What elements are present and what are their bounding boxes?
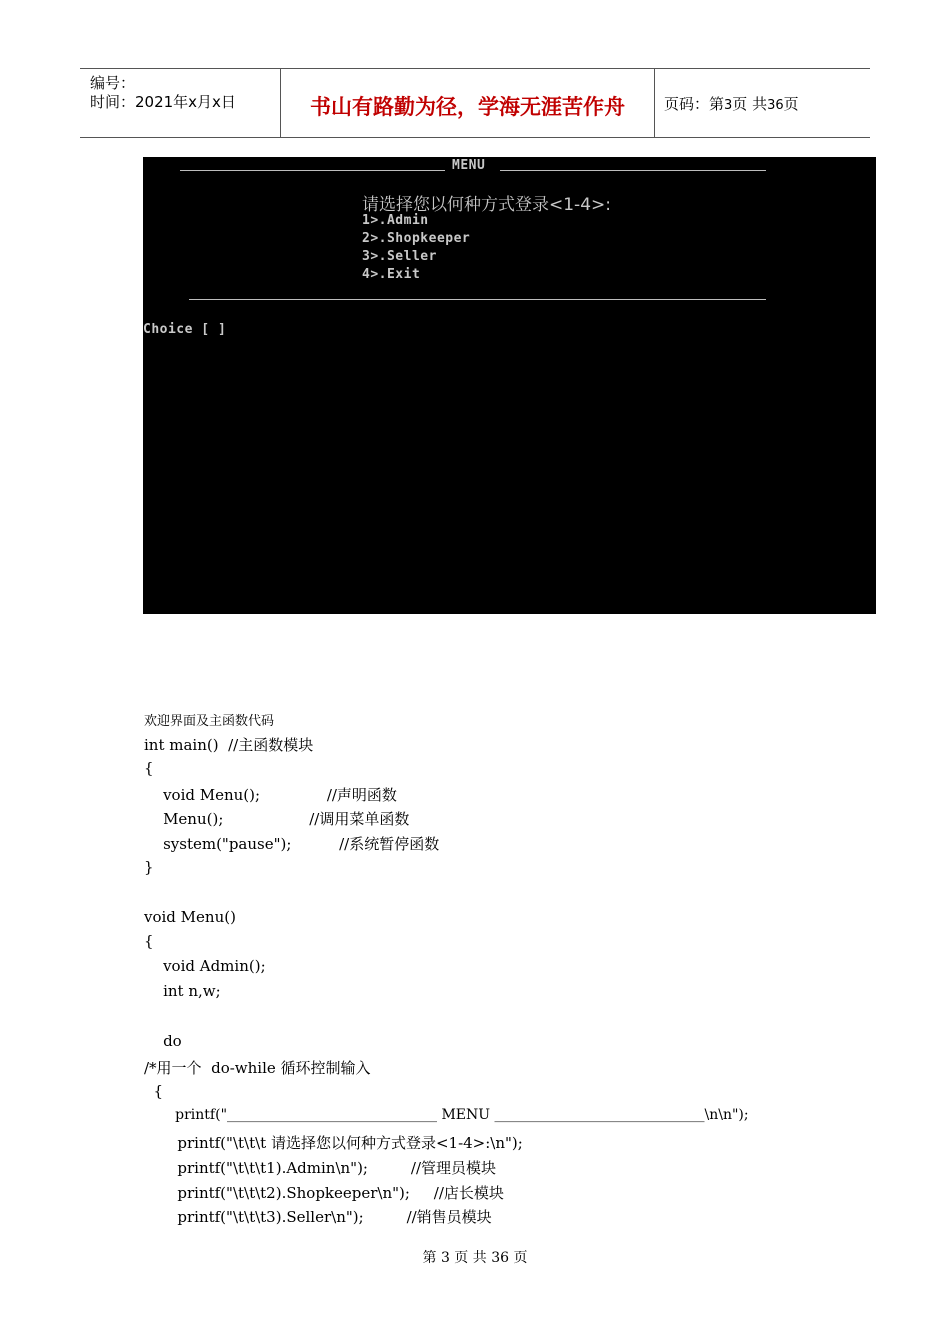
- code-line: printf("\t\t\t 请选择您以何种方式登录<1-4>:\n");: [144, 1134, 523, 1152]
- menu-rule-right: [500, 170, 766, 171]
- code-line: {: [144, 1082, 164, 1100]
- menu-title: MENU: [452, 158, 486, 173]
- header-motto-cell: [281, 69, 655, 137]
- code-line: Menu(); //调用菜单函数: [144, 810, 410, 828]
- page-counter: [664, 93, 799, 114]
- header-page-cell: [655, 69, 870, 137]
- page-prefix: 页码：第: [664, 95, 725, 113]
- code-line: {: [144, 932, 154, 950]
- menu-option: 3>.Seller: [362, 249, 437, 264]
- menu-option: 1>.Admin: [362, 213, 429, 228]
- page-total: 36: [767, 98, 784, 113]
- header-meta-cell: [80, 69, 281, 137]
- code-line: void Admin();: [144, 957, 266, 975]
- menu-option: 2>.Shopkeeper: [362, 231, 471, 246]
- code-line: printf("______________________________ MENU ______________________________\n\n");: [144, 1107, 749, 1123]
- code-line: system("pause"); //系统暂停函数: [144, 835, 440, 853]
- page-current: 3: [724, 98, 733, 113]
- code-line: int n,w;: [144, 982, 221, 1000]
- code-line: /*用一个 do-while 循环控制输入: [144, 1059, 371, 1077]
- code-line: {: [144, 759, 154, 777]
- choice-prompt: Choice [ ]: [143, 322, 227, 337]
- menu-option: 4>.Exit: [362, 267, 421, 282]
- page-header: [80, 68, 870, 138]
- number-label: 编号：: [90, 74, 136, 92]
- menu-rule-left: [180, 170, 445, 171]
- page-mid: 页 共: [732, 95, 768, 113]
- code-line: do: [144, 1032, 182, 1050]
- console-screenshot: [143, 157, 876, 614]
- login-prompt: 请选择您以何种方式登录<1-4>:: [362, 195, 611, 215]
- menu-rule-bottom: [189, 299, 766, 300]
- code-line: printf("\t\t\t3).Seller\n"); //销售员模块: [144, 1208, 492, 1226]
- date-label: 时间：2021年x月x日: [90, 93, 236, 111]
- code-line: int main() //主函数模块: [144, 736, 314, 754]
- code-line: void Menu(): [144, 908, 236, 926]
- code-line: printf("\t\t\t2).Shopkeeper\n"); //店长模块: [144, 1184, 504, 1202]
- page-suffix: 页: [783, 95, 799, 113]
- caption: 欢迎界面及主函数代码: [144, 714, 275, 729]
- code-line: printf("\t\t\t1).Admin\n"); //管理员模块: [144, 1159, 497, 1177]
- code-line: }: [144, 858, 154, 876]
- page-footer: 第 3 页 共 36 页: [422, 1250, 528, 1266]
- motto: 书山有路勤为径，学海无涯苦作舟: [310, 95, 625, 119]
- code-line: void Menu(); //声明函数: [144, 786, 397, 804]
